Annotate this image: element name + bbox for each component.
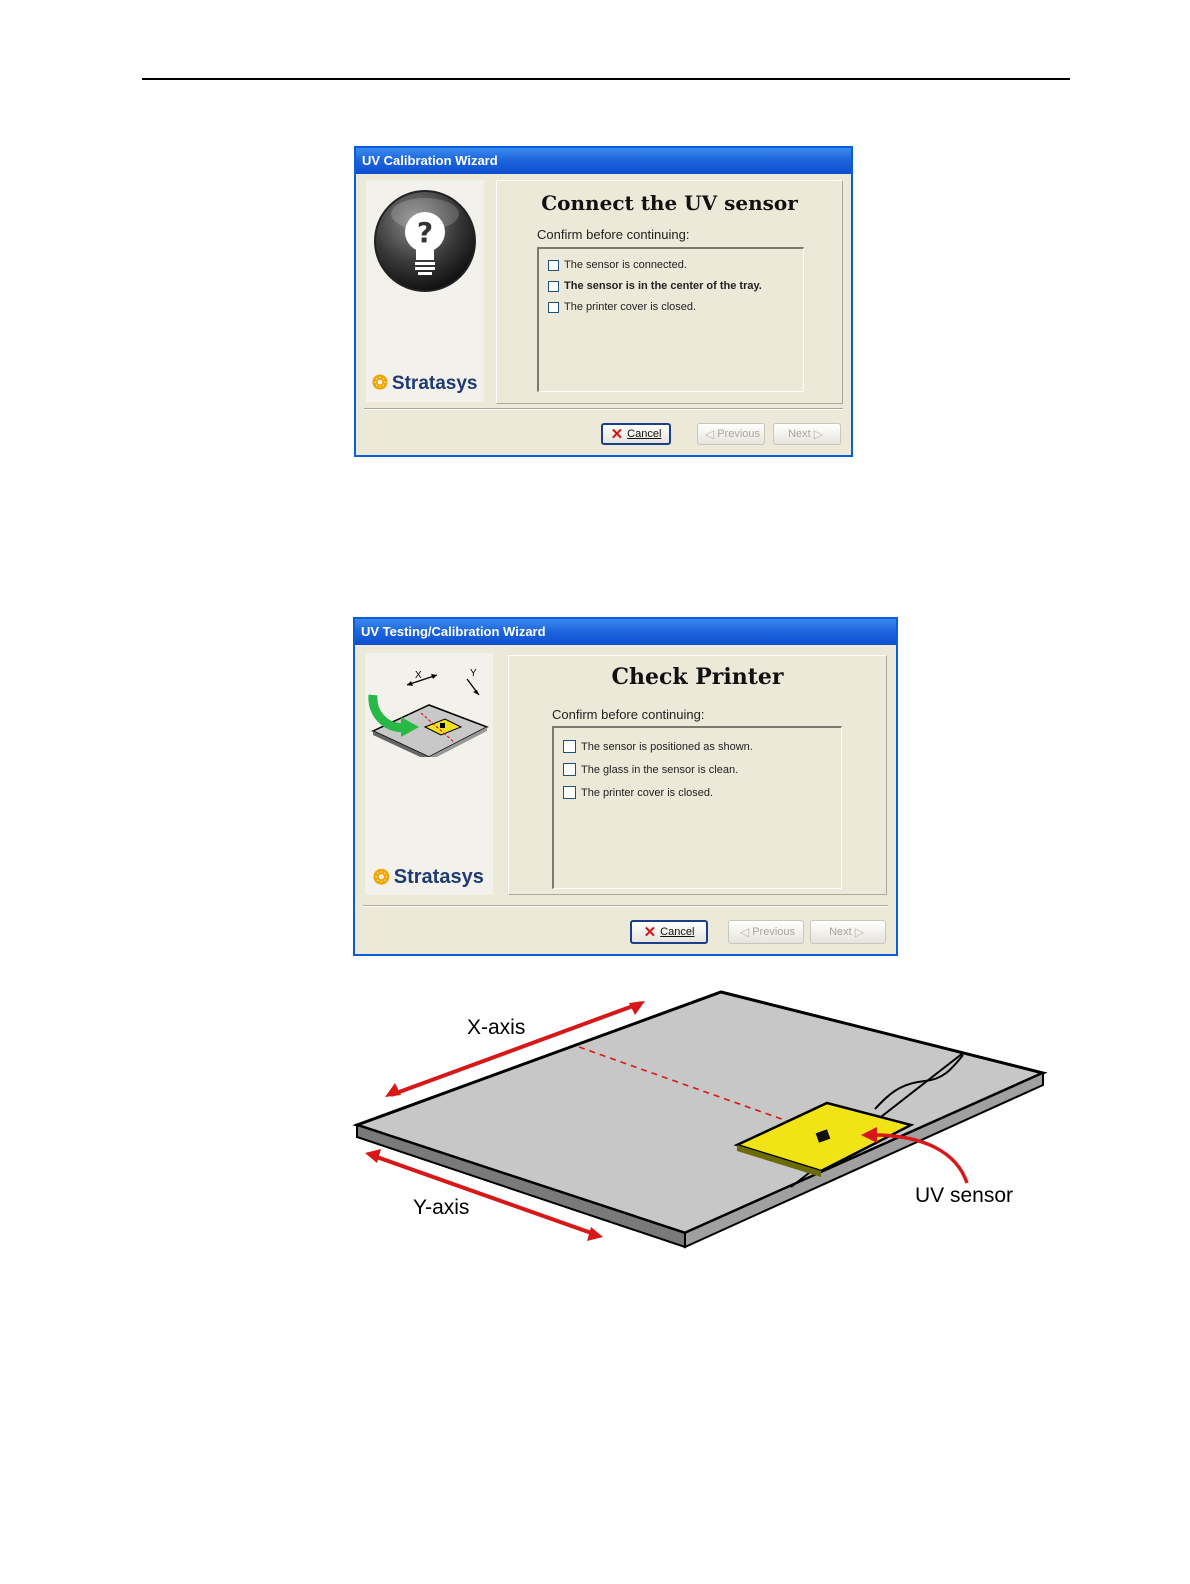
checklist-box xyxy=(552,726,842,889)
checkbox[interactable] xyxy=(563,740,576,753)
page-header-rule xyxy=(142,78,1070,80)
confirm-label: Confirm before continuing: xyxy=(537,227,690,242)
checklist-item[interactable]: The sensor is connected. xyxy=(548,259,687,271)
wizard-content-panel xyxy=(508,655,887,895)
page-title: Connect the UV sensor xyxy=(541,191,798,215)
wizard-sidebar xyxy=(366,180,484,402)
cancel-button[interactable]: ✕ Cancel xyxy=(601,423,671,445)
arrow-right-icon: ▷ xyxy=(813,427,823,441)
button-separator xyxy=(364,408,843,410)
uv-calibration-wizard-dialog xyxy=(354,146,853,457)
close-icon: ✕ xyxy=(643,924,657,941)
thumb-x-label: X xyxy=(415,670,422,681)
lightbulb-help-icon xyxy=(370,184,480,294)
checkbox[interactable] xyxy=(563,786,576,799)
checkbox[interactable] xyxy=(548,260,559,271)
previous-button[interactable]: ◁ Previous xyxy=(728,920,804,944)
x-axis-label: X-axis xyxy=(467,1016,526,1039)
button-separator xyxy=(363,905,888,907)
checkbox[interactable] xyxy=(563,763,576,776)
arrow-left-icon: ◁ xyxy=(739,925,750,939)
title-bar: UV Calibration Wizard xyxy=(356,148,851,174)
uv-testing-calibration-wizard-dialog xyxy=(353,617,898,956)
checkbox[interactable] xyxy=(548,281,559,292)
previous-button[interactable]: ◁ Previous xyxy=(697,423,765,445)
close-icon: ✕ xyxy=(610,426,624,443)
page-title: Check Printer xyxy=(611,664,784,690)
svg-text:?: ? xyxy=(416,216,434,249)
y-axis-label: Y-axis xyxy=(413,1196,470,1219)
arrow-right-icon: ▷ xyxy=(854,925,864,939)
logo-swirl-icon: ❂ xyxy=(372,373,388,394)
next-button[interactable]: Next ▷ xyxy=(810,920,886,944)
checklist-item[interactable]: The printer cover is closed. xyxy=(563,786,713,799)
arrow-left-icon: ◁ xyxy=(704,427,715,441)
wizard-content-panel xyxy=(496,180,843,404)
thumb-y-label: Y xyxy=(470,668,477,679)
checklist-item[interactable]: The sensor is positioned as shown. xyxy=(563,740,753,753)
stratasys-logo: ❂ Stratasys xyxy=(373,866,484,889)
checklist-item[interactable]: The sensor is in the center of the tray. xyxy=(548,280,762,292)
uv-sensor-label: UV sensor xyxy=(915,1184,1014,1207)
title-bar: UV Testing/Calibration Wizard xyxy=(355,619,896,645)
confirm-label: Confirm before continuing: xyxy=(552,707,705,722)
checklist-item[interactable]: The printer cover is closed. xyxy=(548,301,696,313)
checklist-box xyxy=(537,247,804,392)
checkbox[interactable] xyxy=(548,302,559,313)
sensor-placement-illustration xyxy=(367,665,491,757)
checklist-item[interactable]: The glass in the sensor is clean. xyxy=(563,763,738,776)
stratasys-logo: ❂ Stratasys xyxy=(372,372,478,394)
logo-swirl-icon: ❂ xyxy=(373,867,390,889)
next-button[interactable]: Next ▷ xyxy=(773,423,841,445)
wizard-sidebar xyxy=(365,653,493,895)
cancel-button[interactable]: ✕ Cancel xyxy=(630,920,708,944)
